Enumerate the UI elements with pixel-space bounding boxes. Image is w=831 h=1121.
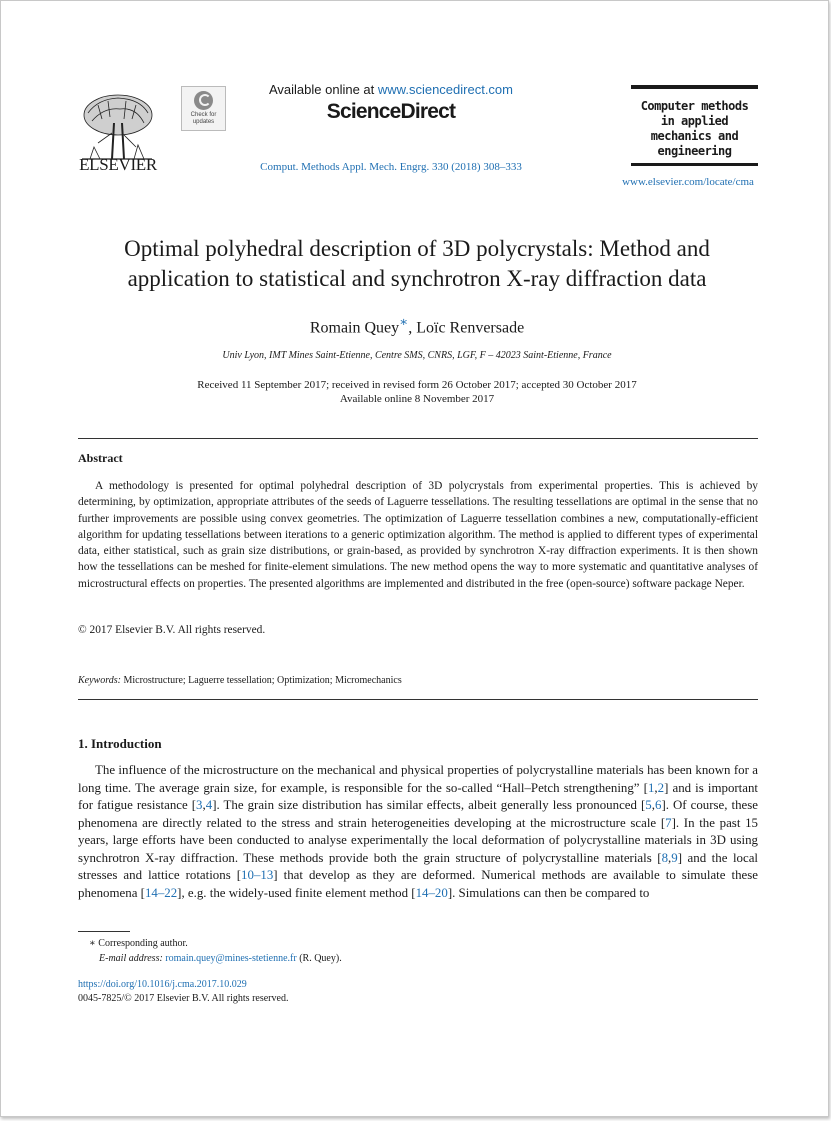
text-run: ] and is important for fatigue resistance [ [78, 780, 759, 812]
intro-paragraph [78, 762, 758, 902]
abstract-text: A methodology is presented for optimal polyhedral description of 3D polycrystals from experimental properties. This is achieved by determining, by optimization, appropriate attributes of the seeds of Laguerre tessellations. The resulting tessellations are optimal in the sense that no further improvements are possible using convex geometries. The optimization of Laguerre tessellation combines a new, computationally-efficient algorithm for updating tessellations between iterations to a generic optimization algorithm. The method is applied to different types of experimental data, either statistical, such as grain size distributions, or grain-based, as provided by synchrotron X-ray diffraction experiments. It is then shown how the tessellations can be meshed for finite-element simulations. The new method opens the way to more systematic and quantitative analyses of microstructural effects on properties. The presented algorithms are implemented and distributed in the free (open-source) software package Neper. [78, 480, 758, 590]
text-run: ] and the local stresses and lattice rotations [ [78, 850, 758, 882]
received-dates: Received 11 September 2017; received in revised form 26 October 2017; accepted 30 October 2017 [197, 379, 637, 391]
check-updates-label: Check for updates [190, 112, 217, 125]
keywords-list: Microstructure; Laguerre tessellation; Optimization; Micromechanics [120, 675, 402, 686]
article-title [61, 234, 773, 294]
available-prefix: Available online at [268, 82, 378, 97]
email-link[interactable]: romain.quey@mines-stetienne.fr [165, 953, 297, 964]
text-run: , [654, 780, 658, 795]
email-label: E-mail address: [99, 953, 163, 964]
citation-link[interactable]: 9 [671, 850, 678, 865]
author-list [61, 314, 773, 337]
citation-link[interactable]: 6 [654, 798, 662, 812]
citation-link[interactable]: 4 [205, 798, 213, 812]
citation-link[interactable]: 10–13 [241, 868, 274, 882]
citation-link[interactable]: 14–20 [415, 885, 448, 900]
available-online [241, 82, 541, 97]
keywords [78, 675, 758, 686]
issn-copyright: 0045-7825/© 2017 Elsevier B.V. All rights reserved. [78, 993, 289, 1004]
title-line-1: Optimal polyhedral description of 3D polycrystals: Method and [124, 236, 710, 261]
corresponding-label: Corresponding author. [95, 938, 188, 949]
elsevier-wordmark: ELSEVIER [79, 155, 157, 174]
doi-link[interactable]: https://doi.org/10.1016/j.cma.2017.10.029 [78, 979, 247, 990]
journal-title-line: in applied [660, 114, 729, 128]
corresponding-note [89, 936, 342, 951]
abstract-heading: Abstract [78, 451, 123, 465]
sciencedirect-link[interactable]: www.sciencedirect.com [377, 82, 513, 97]
abstract-rule-top [78, 438, 758, 439]
footnote-rule [78, 931, 130, 932]
journal-reference[interactable]: Comput. Methods Appl. Mech. Engrg. 330 (2018) 308–333 [260, 161, 522, 173]
text-run: ]. Simulations can then be compared to [447, 885, 650, 900]
text-run: , [651, 798, 655, 812]
journal-rule-bottom [631, 163, 758, 166]
citation-link[interactable]: 8 [661, 850, 669, 865]
citation-link[interactable]: 3 [196, 798, 203, 812]
text-run: ]. Of course, these phenomena are directly related to the stress and strain heterogeneities developing at the microstructure scale [ [78, 798, 759, 830]
email-suffix: (R. Quey). [296, 953, 342, 964]
citation-link[interactable]: 7 [665, 815, 672, 830]
citation-link[interactable]: 5 [645, 798, 652, 812]
affiliation: Univ Lyon, IMT Mines Saint-Etienne, Centre SMS, CNRS, LGF, F – 42023 Saint-Etienne, France [222, 350, 612, 361]
text-run: The influence of the microstructure on the mechanical and physical properties of polycrystalline materials has been known for a long time. The average grain size, for example, is responsible for the so-called “Hall–Petch strengthening” [ [78, 763, 758, 795]
author-name: Romain Quey [309, 319, 400, 337]
abstract-copyright: © 2017 Elsevier B.V. All rights reserved. [78, 624, 266, 636]
citation-link[interactable]: 14–22 [144, 885, 178, 900]
corresponding-author-mark[interactable]: ∗ [399, 314, 409, 329]
journal-title-box [631, 85, 758, 166]
email-note [89, 951, 342, 966]
journal-title [631, 99, 758, 159]
citation-link[interactable]: 1 [647, 780, 655, 795]
citation-link[interactable]: 2 [657, 780, 665, 795]
abstract-rule-bottom [78, 699, 758, 700]
check-for-updates-badge[interactable] [181, 86, 226, 131]
check-updates-icon [194, 91, 213, 110]
keywords-label: Keywords: [78, 675, 121, 686]
journal-title-line: mechanics and [650, 129, 739, 143]
section-heading: 1. Introduction [78, 736, 162, 751]
journal-title-line: engineering [657, 144, 732, 158]
footnote-mark: ∗ [89, 938, 96, 949]
journal-title-line: Computer methods [640, 99, 749, 113]
text-run: ]. The grain size distribution has similar effects, albeit generally less pronounced [ [212, 798, 646, 812]
journal-rule-top [631, 85, 758, 89]
author-name: Loïc Renversade [416, 319, 525, 337]
text-run: ] that develop as they are deformed. Numerical methods are available to simulate these phenomena [ [78, 868, 758, 900]
journal-url-link[interactable]: www.elsevier.com/locate/cma [622, 176, 754, 188]
text-run: ]. In the past 15 years, large efforts have been conducted to analyse experimentally the local deformation of polycrystalline materials in 3D using synchrotron X-ray diffraction. These methods provide both the grain structure of polycrystalline materials [ [78, 815, 758, 865]
title-line-2: application to statistical and synchrotron X-ray diffraction data [127, 266, 707, 291]
author-separator: , [408, 319, 417, 337]
article-history [61, 378, 773, 406]
text-run: ], e.g. the widely-used finite element method [ [177, 885, 416, 900]
available-online-date: Available online 8 November 2017 [339, 393, 495, 405]
article-footer [78, 978, 288, 1006]
text-run: , [202, 798, 206, 812]
footnote [89, 936, 342, 966]
text-run: , [668, 850, 672, 865]
sciencedirect-wordmark: ScienceDirect [326, 100, 456, 123]
